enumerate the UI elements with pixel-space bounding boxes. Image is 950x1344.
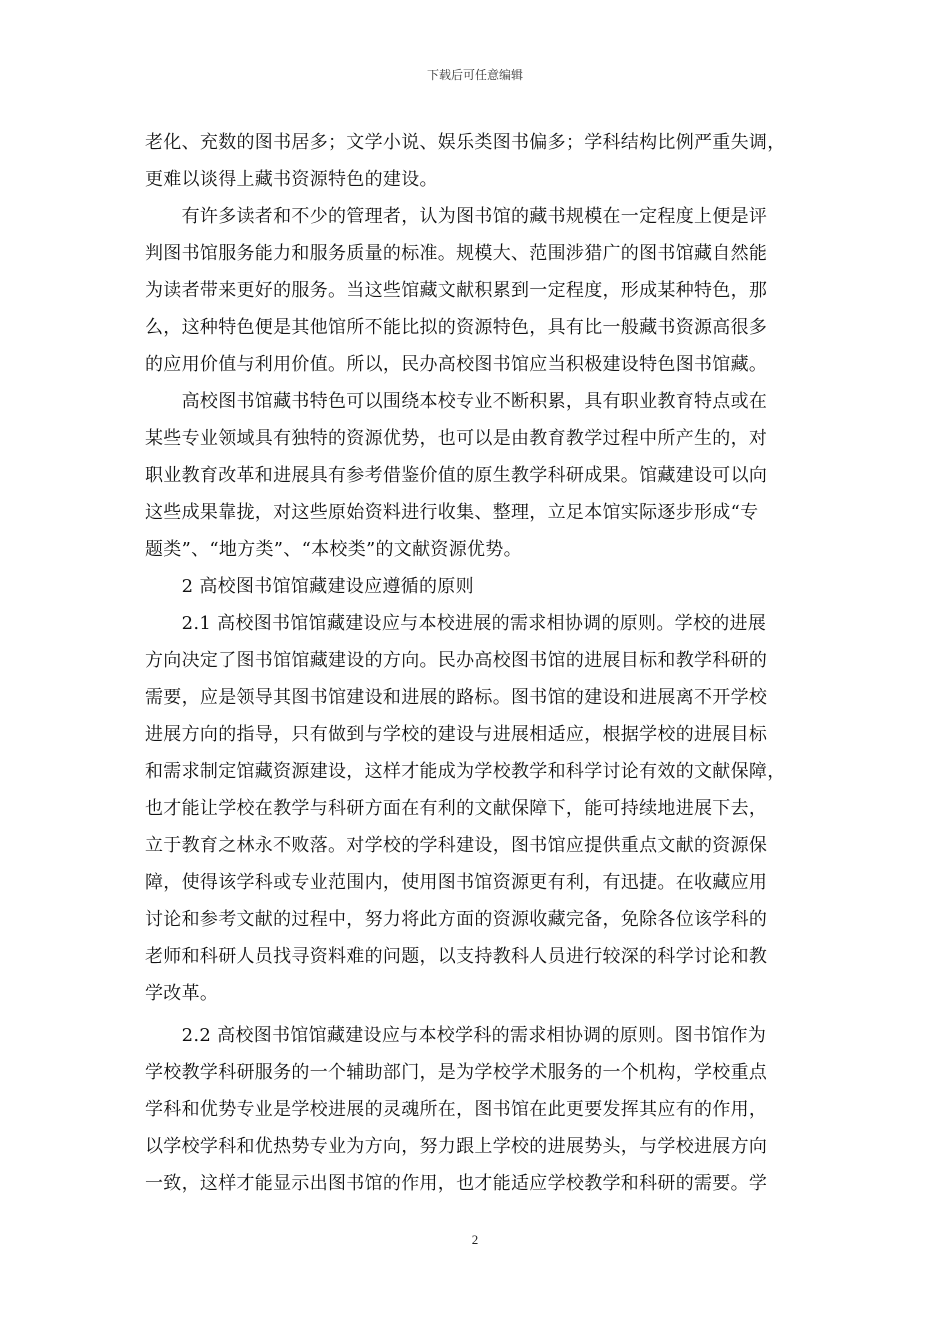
page-number: 2: [471, 1232, 479, 1247]
text-line: 职业教育改革和进展具有参考借鉴价值的原生教学科研成果。馆藏建设可以向: [145, 465, 768, 486]
text-line: 老师和科研人员找寻资料难的问题，以支持教科人员进行较深的科学讨论和教: [145, 946, 768, 967]
text-line: 这些成果靠拢，对这些原始资料进行收集、整理，立足本馆实际逐步形成“专: [145, 502, 759, 523]
text-line: 更难以谈得上藏书资源特色的建设。: [145, 169, 438, 190]
text-line: 障，使得该学科或专业范围内，使用图书馆资源更有利，有迅捷。在收藏应用: [145, 872, 768, 893]
text-line: 题类”、“地方类”、“本校类”的文献资源优势。: [145, 539, 522, 560]
text-line: 2.2 高校图书馆馆藏建设应与本校学科的需求相协调的原则。图书馆作为: [145, 1025, 767, 1046]
text-line: 为读者带来更好的服务。当这些馆藏文献积累到一定程度，形成某种特色，那: [145, 280, 768, 301]
text-line: 么，这种特色便是其他馆所不能比拟的资源特色，具有比一般藏书资源高很多: [145, 317, 768, 338]
text-line: 学校教学科研服务的一个辅助部门，是为学校学术服务的一个机构，学校重点: [145, 1062, 768, 1083]
text-line: 一致，这样才能显示出图书馆的作用，也才能适应学校教学和科研的需要。学: [145, 1173, 768, 1194]
text-line: 老化、充数的图书居多；文学小说、娱乐类图书偏多；学科结构比例严重失调，: [145, 132, 786, 153]
text-line: 方向决定了图书馆馆藏建设的方向。民办高校图书馆的进展目标和教学科研的: [145, 650, 768, 671]
text-line: 进展方向的指导，只有做到与学校的建设与进展相适应，根据学校的进展目标: [145, 724, 768, 745]
text-line: 判图书馆服务能力和服务质量的标准。规模大、范围涉猎广的图书馆藏自然能: [145, 243, 768, 264]
text-line: 的应用价值与利用价值。所以，民办高校图书馆应当积极建设特色图书馆藏。: [145, 354, 768, 375]
section-heading: 2 高校图书馆馆藏建设应遵循的原则: [145, 576, 474, 597]
page-header: 下载后可任意编辑: [426, 68, 523, 82]
text-line: 学改革。: [145, 983, 219, 1004]
text-line: 2.1 高校图书馆馆藏建设应与本校进展的需求相协调的原则。学校的进展: [145, 613, 767, 634]
text-line: 有许多读者和不少的管理者，认为图书馆的藏书规模在一定程度上便是评: [145, 206, 768, 227]
text-line: 和需求制定馆藏资源建设，这样才能成为学校教学和科学讨论有效的文献保障，: [145, 761, 786, 782]
text-line: 某些专业领域具有独特的资源优势，也可以是由教育教学过程中所产生的，对: [145, 428, 768, 449]
text-line: 学科和优势专业是学校进展的灵魂所在，图书馆在此更要发挥其应有的作用，: [145, 1099, 768, 1120]
text-line: 高校图书馆藏书特色可以围绕本校专业不断积累，具有职业教育特点或在: [145, 391, 768, 412]
text-line: 也才能让学校在教学与科研方面在有利的文献保障下，能可持续地进展下去，: [145, 798, 768, 819]
text-line: 以学校学科和优热势专业为方向，努力跟上学校的进展势头，与学校进展方向: [145, 1136, 768, 1157]
text-line: 讨论和参考文献的过程中，努力将此方面的资源收藏完备，免除各位该学科的: [145, 909, 768, 930]
document-body: [145, 124, 817, 1202]
text-line: 需要，应是领导其图书馆建设和进展的路标。图书馆的建设和进展离不开学校: [145, 687, 768, 708]
text-line: 立于教育之林永不败落。对学校的学科建设，图书馆应提供重点文献的资源保: [145, 835, 768, 856]
